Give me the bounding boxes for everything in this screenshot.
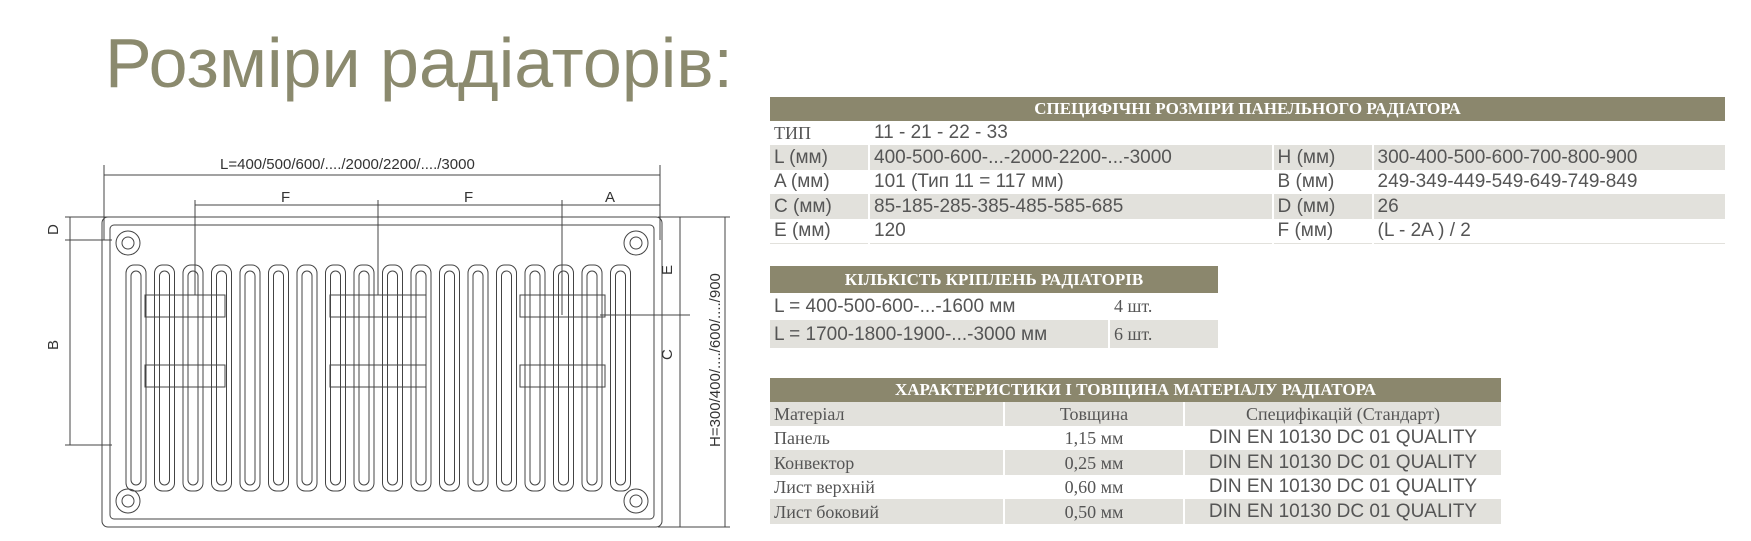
- param-unit: (мм): [790, 171, 830, 192]
- fin-inner: [388, 271, 398, 485]
- material-name: Панель: [770, 426, 1004, 451]
- table-row: [770, 219, 1725, 244]
- material-thickness: 0,50 мм: [1004, 500, 1184, 525]
- material-name: Лист верхній: [770, 475, 1004, 500]
- dim-H-label: H=300/400/..../600/..../900: [707, 273, 724, 447]
- type-label: ТИП: [770, 121, 869, 146]
- mount-brackets: [145, 295, 605, 387]
- mount-count: 6 шт.: [1109, 321, 1218, 349]
- material-table-header: ХАРАКТЕРИСТИКИ І ТОВЩИНА МАТЕРІАЛУ РАДІАТОРА: [770, 378, 1501, 402]
- param-label: E: [774, 220, 787, 241]
- type-value: 11 - 21 - 22 - 33: [869, 121, 1725, 146]
- table-row: [770, 195, 1725, 220]
- dim-F2-label: F: [464, 189, 474, 206]
- fin-inner: [416, 271, 426, 485]
- param-label: F: [1277, 220, 1290, 241]
- mount-table: [770, 266, 1218, 348]
- param-label: A: [774, 171, 786, 192]
- fin: [240, 265, 260, 491]
- param-value: 85-185-285-385-485-585-685: [869, 195, 1273, 220]
- column-header: Товщина: [1004, 402, 1184, 426]
- fin: [468, 265, 488, 491]
- fin: [212, 265, 232, 491]
- table-row: [770, 146, 1725, 171]
- fin-inner: [530, 271, 540, 485]
- spec-table-header: СПЕЦИФІЧНІ РОЗМІРИ ПАНЕЛЬНОГО РАДІАТОРА: [770, 97, 1725, 121]
- fin: [269, 265, 289, 491]
- table-row: [770, 170, 1725, 195]
- material-name: Конвектор: [770, 451, 1004, 476]
- param-unit: (мм): [791, 220, 831, 241]
- material-thickness: 0,25 мм: [1004, 451, 1184, 476]
- fin-inner: [359, 271, 369, 485]
- param-unit: (мм): [1296, 147, 1336, 168]
- column-header: Матеріал: [770, 402, 1004, 426]
- fin: [297, 265, 317, 491]
- param-label: L: [774, 147, 784, 168]
- table-row: [770, 475, 1501, 500]
- material-spec: DIN EN 10130 DC 01 QUALITY: [1184, 426, 1501, 451]
- fin: [554, 265, 574, 491]
- fin-inner: [302, 271, 312, 485]
- fin-inner: [502, 271, 512, 485]
- table-row: [770, 451, 1501, 476]
- fin: [525, 265, 545, 491]
- fin-inner: [188, 271, 198, 485]
- param-unit: (мм): [1296, 196, 1336, 217]
- column-header: Специфікацій (Стандарт): [1184, 402, 1501, 426]
- spec-table: [770, 97, 1725, 244]
- radiator-fins: [126, 265, 631, 491]
- fin-inner: [445, 271, 455, 485]
- fin: [354, 265, 374, 491]
- param-value: 300-400-500-600-700-800-900: [1373, 146, 1725, 171]
- fin-inner: [160, 271, 170, 485]
- dim-E-label: E: [659, 264, 676, 275]
- dim-C-label: C: [659, 349, 676, 360]
- material-spec: DIN EN 10130 DC 01 QUALITY: [1184, 475, 1501, 500]
- param-value: 249-349-449-549-649-749-849: [1373, 170, 1725, 195]
- param-value: (L - 2A ) / 2: [1373, 219, 1725, 244]
- param-unit: (мм): [1294, 220, 1334, 241]
- table-row: [770, 426, 1501, 451]
- material-thickness: 0,60 мм: [1004, 475, 1184, 500]
- fin: [611, 265, 631, 491]
- fin-inner: [587, 271, 597, 485]
- param-label: C: [774, 196, 788, 217]
- fin: [183, 265, 203, 491]
- dim-A-label: A: [605, 189, 616, 206]
- fin-inner: [559, 271, 569, 485]
- dim-D-label: D: [45, 224, 62, 235]
- material-spec: DIN EN 10130 DC 01 QUALITY: [1184, 500, 1501, 525]
- dim-B-label: B: [45, 339, 62, 350]
- fin-inner: [616, 271, 626, 485]
- mount-table-header: КІЛЬКІСТЬ КРІПЛЕНЬ РАДІАТОРІВ: [770, 266, 1218, 293]
- param-label: B: [1277, 171, 1291, 192]
- fin-inner: [331, 271, 341, 485]
- table-row: [770, 500, 1501, 525]
- material-table: [770, 378, 1501, 524]
- fin: [326, 265, 346, 491]
- param-label: D: [1277, 196, 1292, 217]
- radiator-drawing: [40, 155, 750, 540]
- param-unit: (мм): [1295, 171, 1335, 192]
- material-name: Лист боковий: [770, 500, 1004, 525]
- param-value: 400-500-600-...-2000-2200-...-3000: [869, 146, 1273, 171]
- fin: [155, 265, 175, 491]
- table-row: [770, 321, 1218, 349]
- fin-inner: [131, 271, 141, 485]
- fin-inner: [245, 271, 255, 485]
- mount-count: 4 шт.: [1109, 293, 1218, 321]
- material-thickness: 1,15 мм: [1004, 426, 1184, 451]
- fin: [411, 265, 431, 491]
- fin: [383, 265, 403, 491]
- fin: [126, 265, 146, 491]
- param-value: 26: [1373, 195, 1725, 220]
- fin: [497, 265, 517, 491]
- length-range: L = 1700-1800-1900-...-3000 мм: [770, 321, 1109, 349]
- fin-inner: [274, 271, 284, 485]
- fin: [582, 265, 602, 491]
- dim-F1-label: F: [281, 189, 291, 206]
- page-title: Розміри радіаторів:: [105, 24, 733, 102]
- length-range: L = 400-500-600-...-1600 мм: [770, 293, 1109, 321]
- param-unit: (мм): [789, 147, 828, 168]
- param-value: 120: [869, 219, 1273, 244]
- param-unit: (мм): [793, 196, 832, 217]
- table-row: [770, 293, 1218, 321]
- fin: [440, 265, 460, 491]
- fin-inner: [473, 271, 483, 485]
- param-label: H: [1277, 147, 1292, 168]
- param-value: 101 (Тип 11 = 117 мм): [869, 170, 1273, 195]
- dim-L-label: L=400/500/600/..../2000/2200/..../3000: [220, 156, 475, 173]
- material-spec: DIN EN 10130 DC 01 QUALITY: [1184, 451, 1501, 476]
